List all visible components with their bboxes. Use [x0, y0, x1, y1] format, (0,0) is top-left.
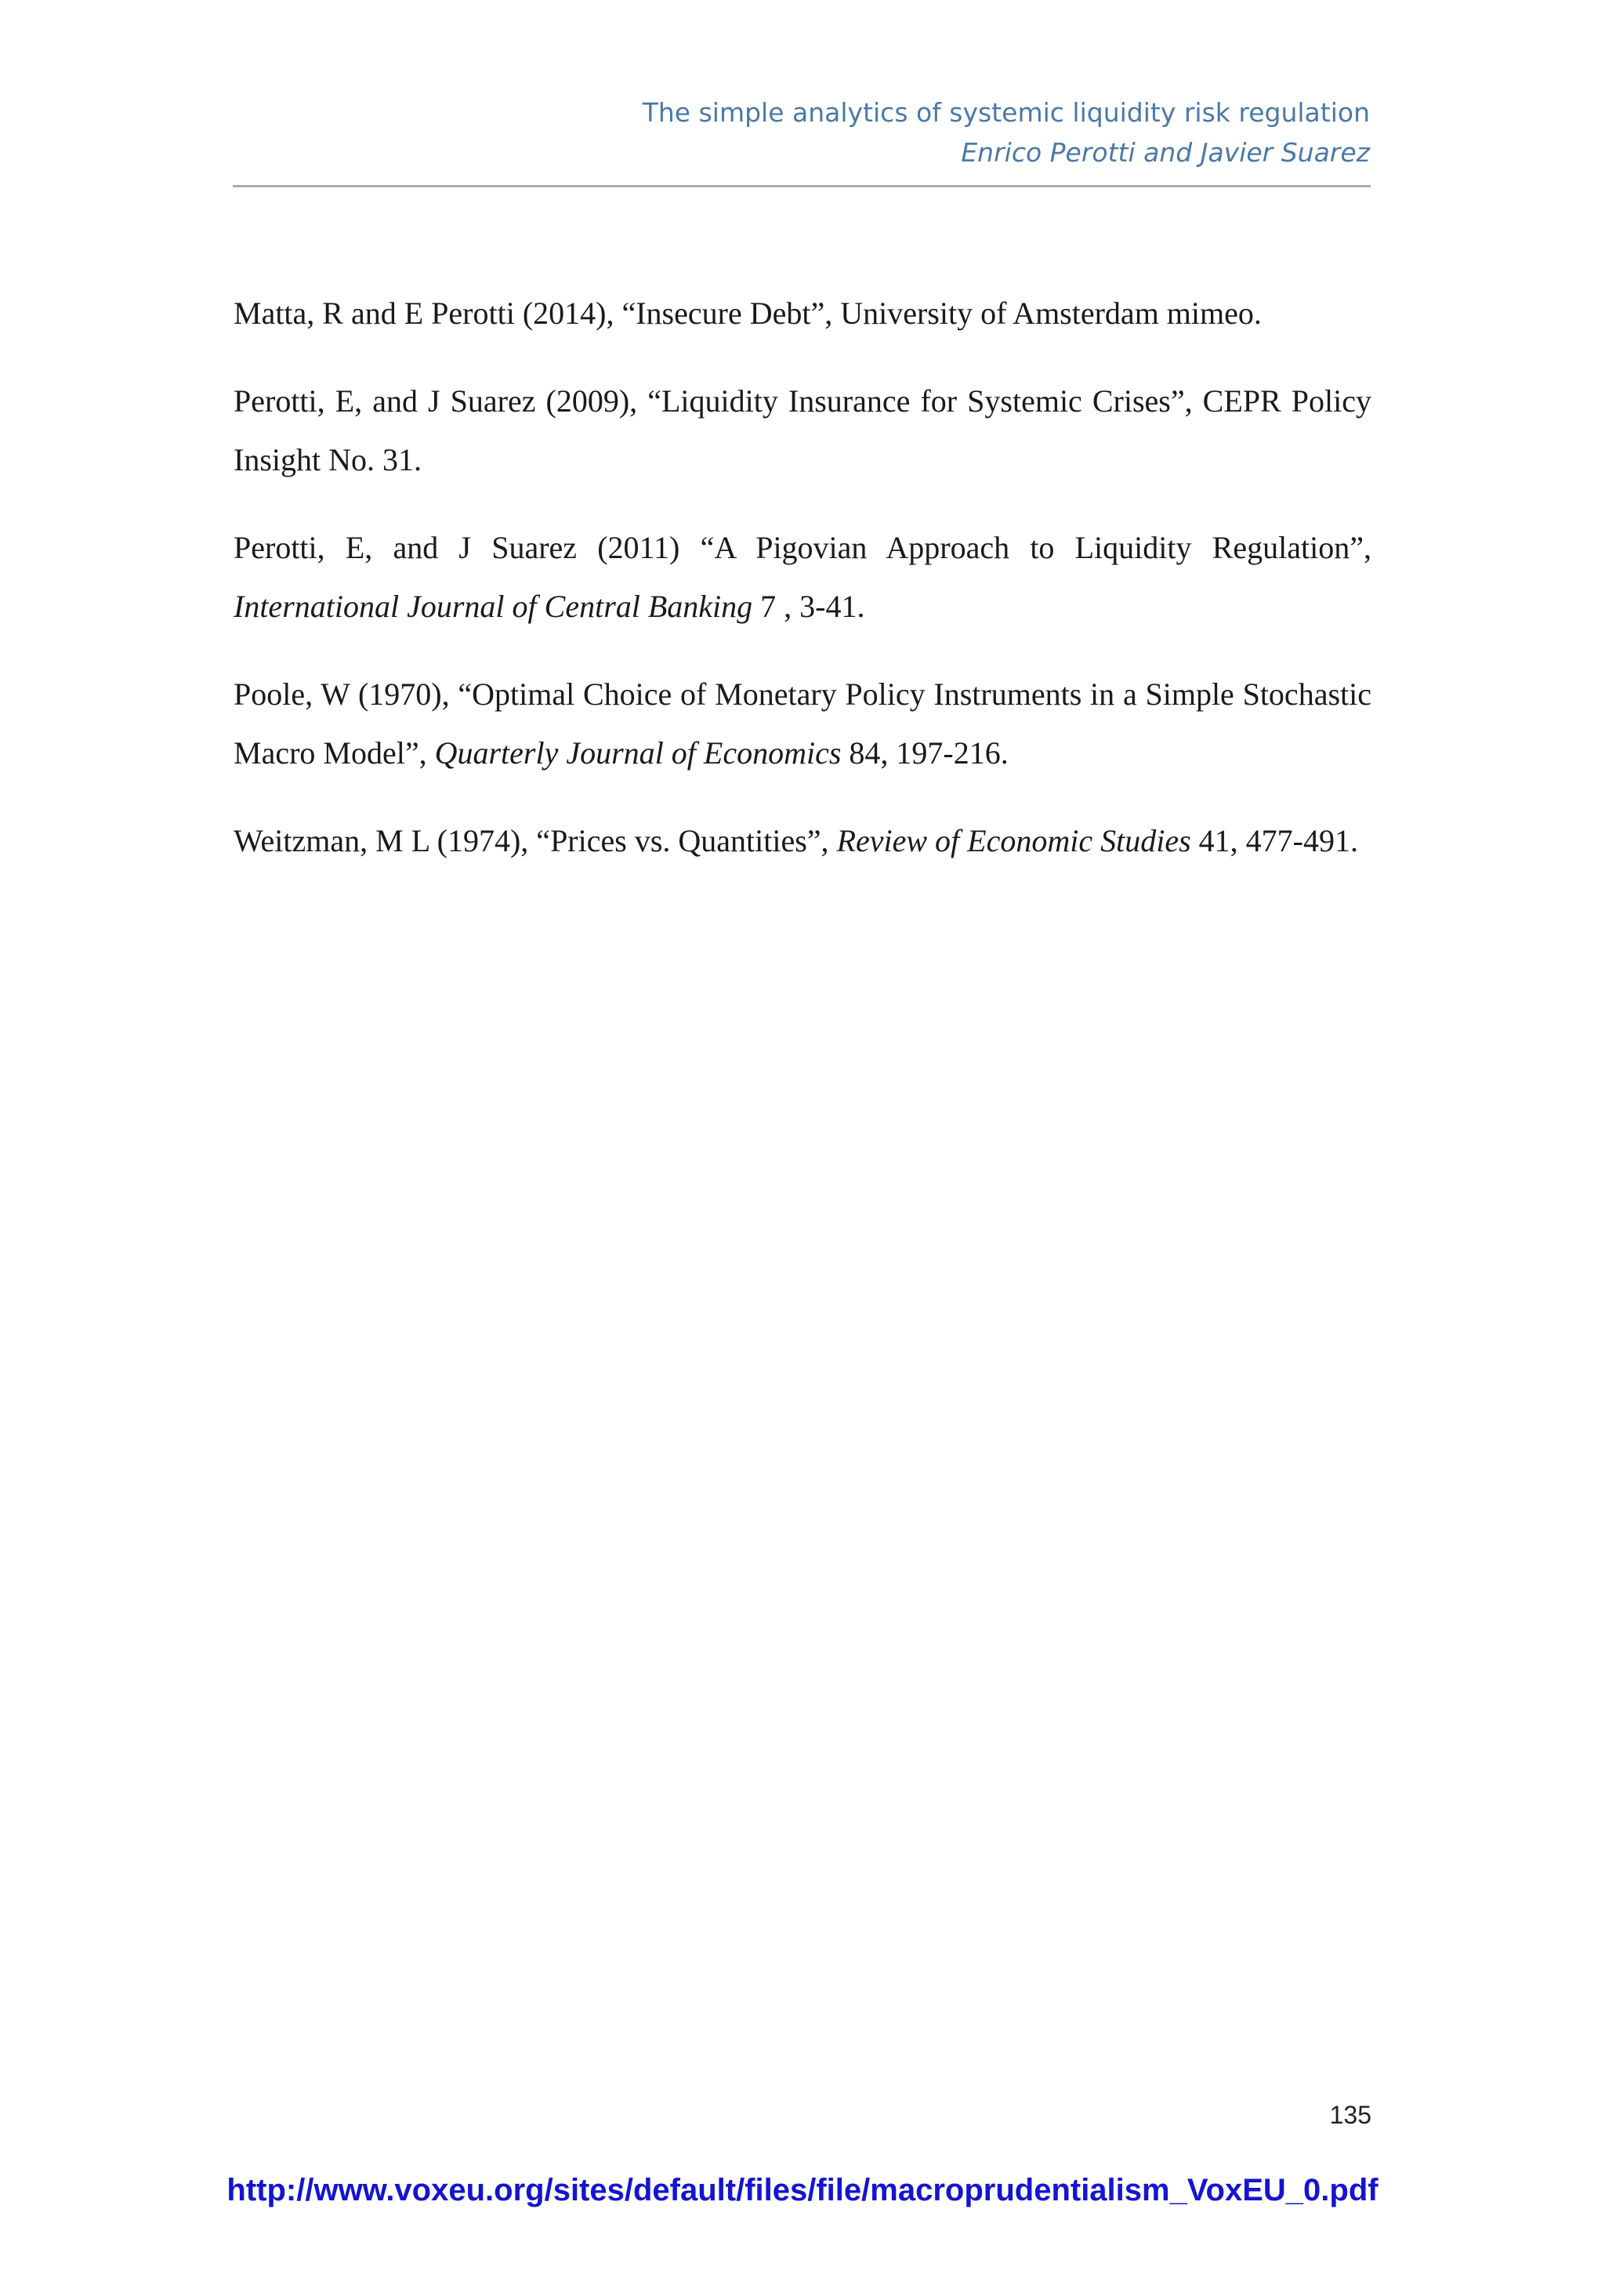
reference-list — [234, 284, 1371, 899]
reference-entry: Weitzman, M L (1974), “Prices vs. Quantities”, Review of Economic Studies 41, 477-491. — [234, 823, 1358, 858]
header-divider — [233, 185, 1371, 187]
header-authors: Enrico Perotti and Javier Suarez — [961, 137, 1370, 168]
journal-title: International Journal of Central Banking — [234, 589, 753, 624]
reference-entry: Perotti, E, and J Suarez (2009), “Liquidity Insurance for Systemic Crises”, CEPR Policy Insight No. 31. — [234, 383, 1371, 477]
journal-title: Review of Economic Studies — [836, 823, 1191, 858]
journal-title: Quarterly Journal of Economics — [434, 735, 842, 771]
reference-entry: Perotti, E, and J Suarez (2011) “A Pigovian Approach to Liquidity Regulation”, International Journal of Central Banking 7 , 3-41. — [234, 530, 1371, 624]
reference-entry: Poole, W (1970), “Optimal Choice of Monetary Policy Instruments in a Simple Stochastic Macro Model”, Quarterly Journal of Economics 84, 197-216. — [234, 676, 1371, 771]
reference-entry: Matta, R and E Perotti (2014), “Insecure Debt”, University of Amsterdam mimeo. — [234, 296, 1262, 331]
header-title: The simple analytics of systemic liquidity risk regulation — [642, 97, 1370, 128]
running-header — [643, 92, 1370, 172]
page-number: 135 — [1329, 2101, 1371, 2129]
source-url-link[interactable]: http://www.voxeu.org/sites/default/files/file/macroprudentialism_VoxEU_0.pdf — [226, 2173, 1379, 2207]
